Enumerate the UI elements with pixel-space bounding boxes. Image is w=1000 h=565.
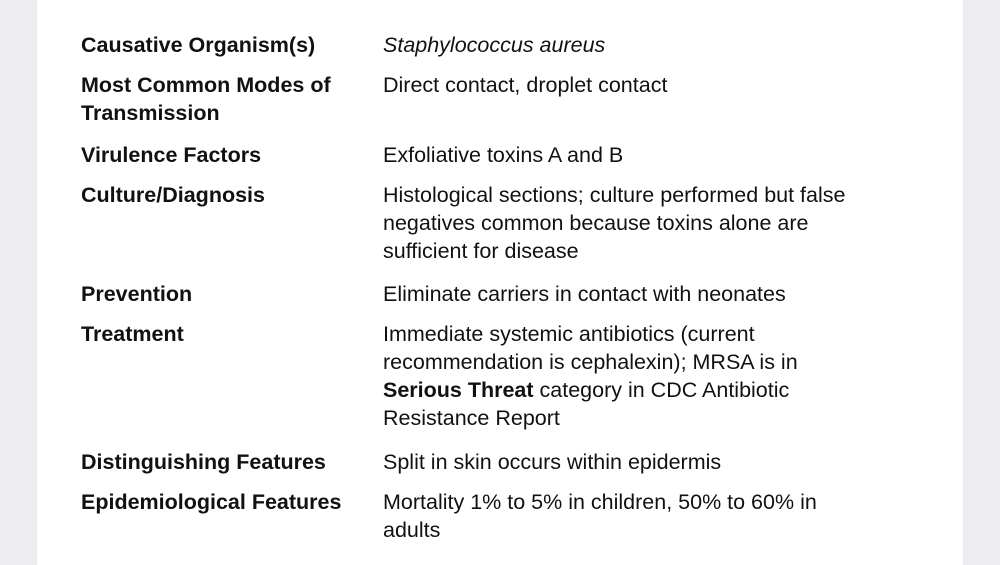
row-value: Staphylococcus aureus [383, 33, 606, 57]
row-value-line: negatives common because toxins alone are [383, 211, 809, 235]
table-row-treatment [81, 320, 941, 432]
table-row-virulence-factors [81, 141, 941, 169]
row-label-line: Most Common Modes of [81, 73, 331, 97]
row-value-line: recommendation is cephalexin); MRSA is in [383, 350, 798, 374]
row-value-line: sufficient for disease [383, 239, 579, 263]
row-label-line: Transmission [81, 101, 220, 125]
table-row-causative-organism [81, 31, 941, 59]
document-page [37, 0, 963, 565]
table-row-transmission [81, 71, 941, 127]
row-label: Treatment [81, 322, 184, 346]
row-value-line [383, 376, 941, 404]
row-value: Eliminate carriers in contact with neonates [383, 282, 786, 306]
row-label [81, 71, 383, 127]
row-value-line: Histological sections; culture performed but false [383, 183, 846, 207]
table-row-distinguishing-features [81, 448, 941, 476]
row-value: Split in skin occurs within epidermis [383, 450, 722, 474]
row-label: Culture/Diagnosis [81, 183, 265, 207]
row-value [383, 320, 941, 432]
row-label: Virulence Factors [81, 143, 262, 167]
emphasis-text: Serious Threat [383, 378, 534, 402]
row-label: Distinguishing Features [81, 450, 326, 474]
row-label: Prevention [81, 282, 193, 306]
table-row-epidemiological-features [81, 488, 941, 544]
row-value [383, 181, 941, 265]
row-value-line: Immediate systemic antibiotics (current [383, 322, 755, 346]
row-value [383, 488, 941, 544]
disease-info-table [81, 31, 941, 544]
row-value-text: category in CDC Antibiotic [533, 378, 790, 402]
row-value: Direct contact, droplet contact [383, 73, 668, 97]
row-value: Exfoliative toxins A and B [383, 143, 624, 167]
table-row-prevention [81, 280, 941, 308]
row-label: Causative Organism(s) [81, 33, 316, 57]
row-value-line: Resistance Report [383, 406, 560, 430]
table-row-culture-diagnosis [81, 181, 941, 265]
row-value-line: Mortality 1% to 5% in children, 50% to 60% in [383, 490, 817, 514]
row-label: Epidemiological Features [81, 490, 342, 514]
row-value-line: adults [383, 518, 441, 542]
